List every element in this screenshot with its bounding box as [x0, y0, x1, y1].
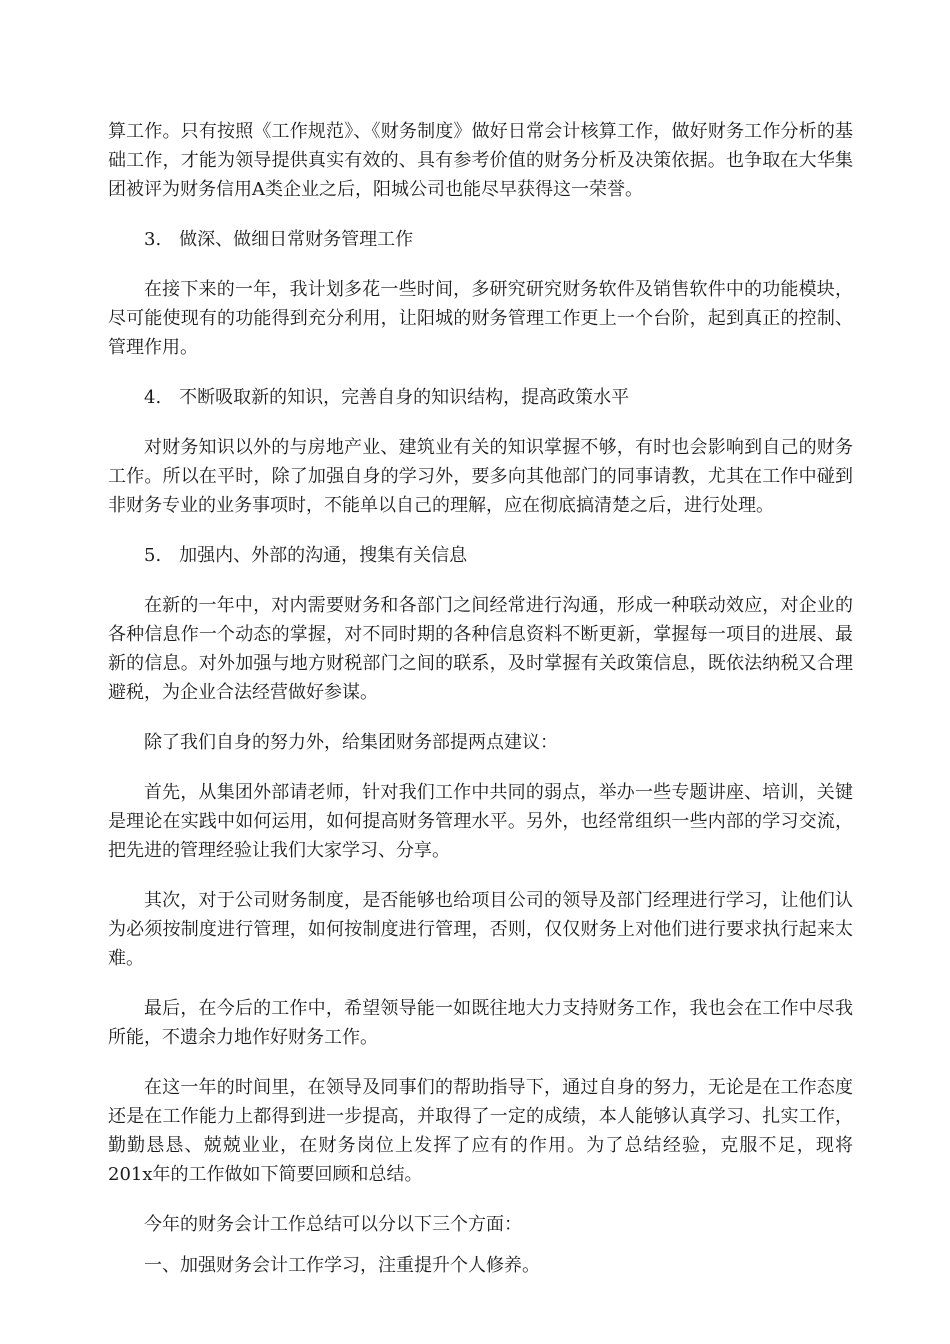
document-page	[108, 117, 853, 1301]
paragraph: 在接下来的一年，我计划多花一些时间，多研究研究财务软件及销售软件中的功能模块，尽可能使现有的功能得到充分利用，让阳城的财务管理工作更上一个台阶，起到真正的控制、管理作用。	[108, 279, 853, 358]
section-heading-3: 3. 做深、做细日常财务管理工作	[144, 229, 414, 250]
paragraph: 最后，在今后的工作中，希望领导能一如既往地大力支持财务工作，我也会在工作中尽我所能，不遗余力地作好财务工作。	[108, 998, 853, 1048]
section-heading-5: 5. 加强内、外部的沟通，搜集有关信息	[144, 545, 468, 566]
paragraph: 在这一年的时间里，在领导及同事们的帮助指导下，通过自身的努力，无论是在工作态度还是在工作能力上都得到进一步提高，并取得了一定的成绩，本人能够认真学习、扎实工作，勤勤恳恳、兢兢业业，在财务岗位上发挥了应有的作用。为了总结经验，克服不足，现将201x年的工作做如下简要回顾和总结。	[108, 1077, 853, 1185]
section-heading-1: 一、加强财务会计工作学习，注重提升个人修养。	[144, 1255, 540, 1276]
paragraph: 今年的财务会计工作总结可以分以下三个方面：	[144, 1214, 522, 1235]
paragraph: 首先，从集团外部请老师，针对我们工作中共同的弱点，举办一些专题讲座、培训，关键是理论在实践中如何运用，如何提高财务管理水平。另外，也经常组织一些内部的学习交流，把先进的管理经验让我们大家学习、分享。	[108, 782, 853, 861]
paragraph: 其次，对于公司财务制度，是否能够也给项目公司的领导及部门经理进行学习，让他们认为必须按制度进行管理，如何按制度进行管理，否则，仅仅财务上对他们进行要求执行起来太难。	[108, 890, 853, 969]
paragraph: 对财务知识以外的与房地产业、建筑业有关的知识掌握不够，有时也会影响到自己的财务工作。所以在平时，除了加强自身的学习外，要多向其他部门的同事请教，尤其在工作中碰到非财务专业的业务事项时，不能单以自己的理解，应在彻底搞清楚之后，进行处理。	[108, 437, 853, 516]
paragraph-continuation: 算工作。只有按照《工作规范》、《财务制度》做好日常会计核算工作，做好财务工作分析的基础工作，才能为领导提供真实有效的、具有参考价值的财务分析及决策依据。也争取在大华集团被评为财务信用A类企业之后，阳城公司也能尽早获得这一荣誉。	[108, 121, 853, 200]
section-heading-4: 4. 不断吸取新的知识，完善自身的知识结构，提高政策水平	[144, 387, 630, 408]
paragraph: 在新的一年中，对内需要财务和各部门之间经常进行沟通，形成一种联动效应，对企业的各种信息作一个动态的掌握，对不同时期的各种信息资料不断更新，掌握每一项目的进展、最新的信息。对外加强与地方财税部门之间的联系，及时掌握有关政策信息，既依法纳税又合理避税，为企业合法经营做好参谋。	[108, 595, 853, 703]
paragraph: 除了我们自身的努力外，给集团财务部提两点建议：	[144, 732, 558, 753]
